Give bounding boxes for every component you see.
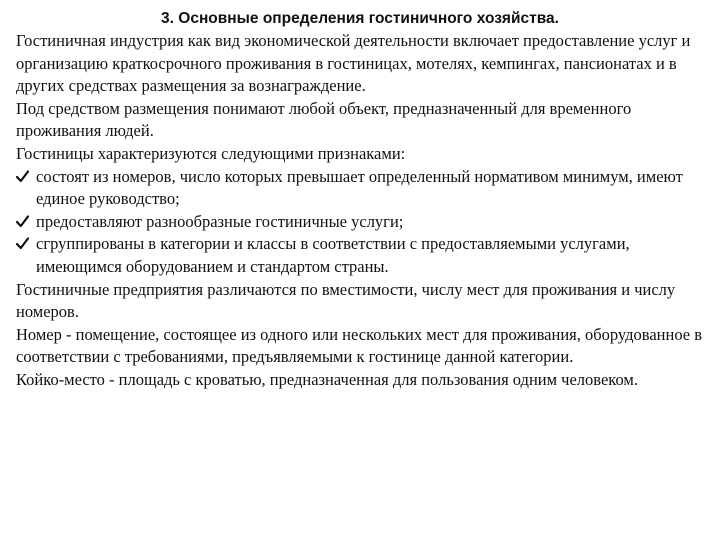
paragraph-hotel-features-intro: Гостиницы характеризуются следующими признаками: [16,143,406,163]
checkmark-icon [16,166,30,188]
checkmark-icon [16,233,30,255]
list-item-text: предоставляют разнообразные гостиничные услуги; [36,211,404,231]
list-item-text: сгруппированы в категории и классы в соответствии с предоставляемыми услугами, имеющимся оборудованием и стандартом страны. [36,234,630,276]
paragraph-hotel-industry: Гостиничная индустрия как вид экономической деятельности включает предоставление услуг и организацию краткосрочного проживания в гостиницах, мотелях, кемпингах, пансионатах и в других средствах размещения за вознаграждение. [16,31,691,96]
paragraph-accommodation-definition: Под средством размещения понимают любой объект, предназначенный для временного проживания людей. [16,98,632,141]
list-item-text: состоят из номеров, число которых превышает определенный нормативом минимум, имеют единое руководство; [36,166,683,209]
paragraph-hotel-capacity: Гостиничные предприятия различаются по вместимости, числу мест для проживания и числу номеров. [16,279,676,322]
list-item [16,211,706,234]
hotel-features-list [16,166,706,279]
paragraph-room-definition: Номер - помещение, состоящее из одного или нескольких мест для проживания, оборудованное в соответствии с требованиями, предъявляемыми к гостинице данной категории. [16,324,703,367]
slide-content [16,30,706,392]
checkmark-icon [16,211,30,233]
list-item [16,233,706,278]
list-item [16,166,706,211]
paragraph-bed-place-definition: Койко-место - площадь с кроватью, предназначенная для пользования одним человеком. [16,369,638,389]
slide-title: 3. Основные определения гостиничного хозяйства. [161,10,559,27]
